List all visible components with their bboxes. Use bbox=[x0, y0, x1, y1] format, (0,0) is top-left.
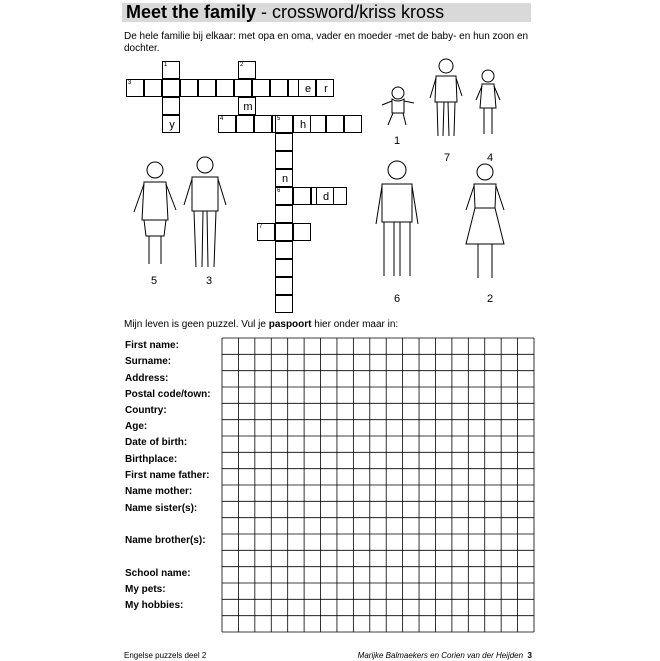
passport-field-label: Name sister(s): bbox=[125, 503, 198, 514]
footer-left: Engelse puzzels deel 2 bbox=[124, 651, 207, 660]
passport-field-label: Address: bbox=[125, 373, 169, 384]
passport-field-label: Birthplace: bbox=[125, 454, 178, 465]
passport-field-label: Date of birth: bbox=[125, 437, 188, 448]
passport-field-label: My pets: bbox=[125, 584, 166, 595]
figure-label-2: 2 bbox=[486, 293, 494, 305]
passport-field-label: My hobbies: bbox=[125, 600, 184, 611]
page-number: 3 bbox=[527, 651, 532, 660]
crossword-letter: n bbox=[281, 173, 289, 185]
title-bold: Meet the family bbox=[126, 2, 257, 22]
passport-field-label: Surname: bbox=[125, 356, 172, 367]
figure-label-6: 6 bbox=[393, 293, 401, 305]
figure-label-1: 1 bbox=[393, 135, 401, 147]
figure-label-5: 5 bbox=[150, 275, 158, 287]
clue-number: 1 bbox=[164, 62, 168, 68]
clue-number: 4 bbox=[220, 116, 224, 122]
figure-label-3: 3 bbox=[205, 275, 213, 287]
passport-field-label: Name mother: bbox=[125, 486, 193, 497]
footer-authors: Marijke Balmaekers en Corien van der Heijden bbox=[357, 651, 524, 660]
crossword-letter: h bbox=[299, 119, 307, 131]
figure-label-7: 7 bbox=[443, 152, 451, 164]
crossword-letter: m bbox=[243, 101, 253, 113]
crossword-letter: y bbox=[169, 119, 175, 131]
clue-number: 2 bbox=[240, 62, 244, 68]
passport-field-label: Country: bbox=[125, 405, 167, 416]
passport-field-label: First name: bbox=[125, 340, 179, 351]
passport-intro-bold: paspoort bbox=[268, 319, 312, 330]
passport-intro-after: hier onder maar in: bbox=[311, 319, 399, 330]
clue-number: 7 bbox=[259, 224, 263, 230]
intro-text: De hele familie bij elkaar: met opa en oma, vader en moeder -met de baby- en hun zoon en dochter. bbox=[124, 31, 529, 54]
crossword-letter: d bbox=[322, 191, 330, 203]
figure-label-4: 4 bbox=[486, 152, 494, 164]
clue-number: 6 bbox=[277, 188, 281, 194]
clue-number: 5 bbox=[277, 116, 281, 122]
passport-intro-before: Mijn leven is geen puzzel. Vul je bbox=[124, 319, 269, 330]
passport-field-label: Age: bbox=[125, 421, 148, 432]
clue-number: 3 bbox=[128, 80, 132, 86]
passport-field-label: First name father: bbox=[125, 470, 210, 481]
crossword-letter: r bbox=[324, 83, 328, 95]
crossword-letter: e bbox=[304, 83, 312, 95]
passport-field-label: Name brother(s): bbox=[125, 535, 206, 546]
passport-field-label: School name: bbox=[125, 568, 191, 579]
title-rest: - crossword/kriss kross bbox=[256, 2, 445, 22]
passport-field-label: Postal code/town: bbox=[125, 389, 211, 400]
